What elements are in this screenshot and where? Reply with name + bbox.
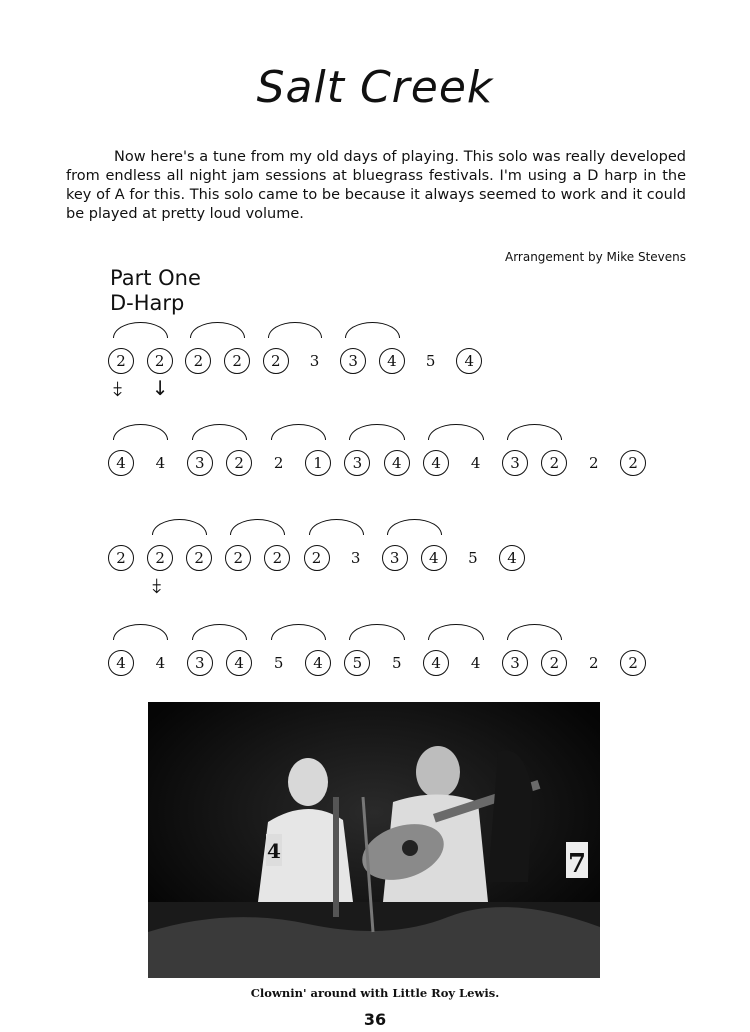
hole-number: 5 — [425, 352, 436, 370]
hole-number-circled: 4 — [499, 545, 525, 571]
hole-number-circled: 4 — [384, 450, 410, 476]
hole-number: 3 — [350, 549, 361, 567]
arrangement-credit: Arrangement by Mike Stevens — [504, 250, 686, 264]
hole-number-circled: 2 — [264, 545, 290, 571]
hole-number-circled: 2 — [147, 545, 173, 571]
hole-number-circled: 3 — [187, 650, 213, 676]
performance-photo — [148, 702, 600, 978]
hole-number-circled: 5 — [344, 650, 370, 676]
part-title: Part One — [110, 266, 201, 290]
hole-number-circled: 3 — [502, 450, 528, 476]
hole-number-circled: 3 — [382, 545, 408, 571]
slur-mark — [113, 322, 168, 338]
hole-number: 5 — [392, 654, 402, 672]
hole-number-circled: 2 — [263, 348, 289, 374]
hole-number-circled: 2 — [225, 545, 251, 571]
hole-number-circled: 4 — [305, 650, 331, 676]
hole-number: 4 — [470, 454, 481, 472]
hole-number: 3 — [309, 352, 320, 370]
tab-line — [0, 545, 750, 625]
tab-line — [0, 348, 750, 428]
slur-mark — [349, 624, 404, 640]
slur-mark — [190, 322, 245, 338]
hole-number-circled: 3 — [502, 650, 528, 676]
hole-number-circled: 3 — [344, 450, 370, 476]
hole-number: 5 — [273, 654, 284, 672]
hole-number-circled: 1 — [305, 450, 331, 476]
hole-number: 2 — [589, 654, 599, 672]
tab-line — [0, 450, 750, 530]
hole-number-circled: 2 — [186, 545, 212, 571]
hole-number: 4 — [470, 654, 481, 672]
slur-mark — [507, 624, 562, 640]
hole-number-circled: 4 — [421, 545, 447, 571]
hole-number: 4 — [155, 454, 166, 472]
slur-mark — [192, 624, 247, 640]
hole-number: 2 — [589, 454, 599, 472]
hole-number-circled: 2 — [541, 450, 567, 476]
slur-mark — [113, 624, 168, 640]
stage-sign-right: 7 — [567, 849, 587, 879]
hole-number-circled: 4 — [423, 650, 449, 676]
hole-number-circled: 4 — [226, 650, 252, 676]
photo-caption: Clownin' around with Little Roy Lewis. — [250, 986, 500, 1000]
hole-number-circled: 2 — [541, 650, 567, 676]
hole-number: 2 — [273, 454, 284, 472]
slur-mark — [428, 624, 483, 640]
bend-arrow-icon: ↓ — [151, 376, 169, 400]
hole-number-circled: 2 — [108, 348, 134, 374]
hole-number-circled: 4 — [108, 650, 134, 676]
hole-number-circled: 4 — [423, 450, 449, 476]
hole-number-circled: 2 — [304, 545, 330, 571]
bend-arrow-icon: ⤈ — [152, 573, 161, 597]
hole-number: 5 — [468, 549, 478, 567]
slur-mark — [271, 624, 326, 640]
harp-key: D-Harp — [110, 291, 185, 315]
bend-arrow-icon: ⤈ — [113, 376, 122, 400]
hole-number-circled: 2 — [226, 450, 252, 476]
hole-number-circled: 3 — [340, 348, 366, 374]
hole-number-circled: 2 — [620, 650, 646, 676]
hole-number-circled: 3 — [187, 450, 213, 476]
hole-number-circled: 4 — [379, 348, 405, 374]
part-heading — [110, 266, 201, 316]
hole-number-circled: 2 — [224, 348, 250, 374]
slur-mark — [345, 322, 400, 338]
hole-number-circled: 2 — [620, 450, 646, 476]
photo-image — [148, 702, 600, 978]
hole-number-circled: 4 — [456, 348, 482, 374]
hole-number-circled: 2 — [108, 545, 134, 571]
hole-number: 4 — [155, 654, 166, 672]
page-title: Salt Creek — [256, 62, 494, 113]
hole-number-circled: 2 — [185, 348, 211, 374]
stage-sign-left: 4 — [267, 839, 281, 863]
page-number: 36 — [363, 1010, 387, 1029]
slur-mark — [268, 322, 323, 338]
hole-number-circled: 4 — [108, 450, 134, 476]
intro-paragraph: Now here's a tune from my old days of playing. This solo was really developed from endless all night jam sessions at bluegrass festivals. I'm using a D harp in the key of A for this. This solo came to be because it always seemed to work and it could be played at pretty loud volume. — [66, 149, 686, 222]
hole-number-circled: 2 — [147, 348, 173, 374]
